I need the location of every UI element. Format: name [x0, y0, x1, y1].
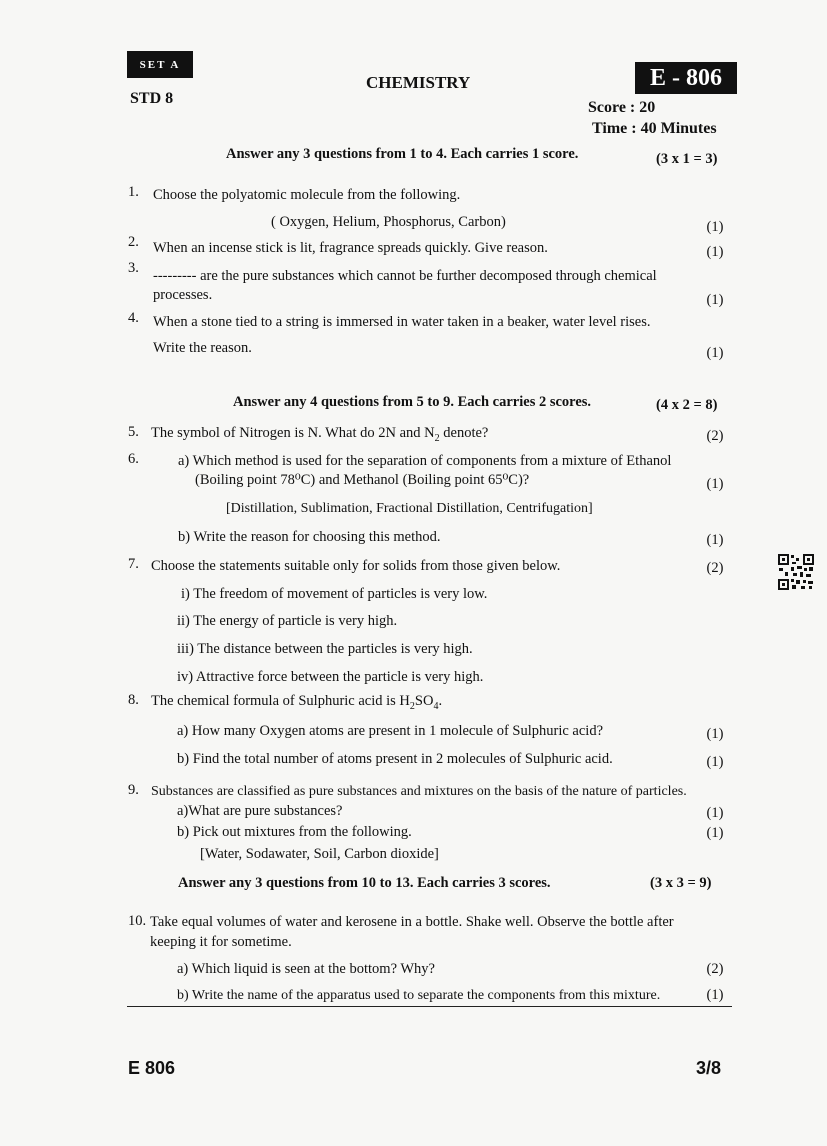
- q5-text-b: denote?: [439, 425, 489, 441]
- q4-line1: When a stone tied to a string is immersed in water taken in a beaker, water level rises.: [153, 314, 651, 330]
- q7-item: ii) The energy of particle is very high.: [177, 613, 398, 629]
- q9-b-marks: (1): [706, 825, 724, 841]
- q3-marks: (1): [706, 292, 724, 308]
- q4-marks: (1): [706, 345, 724, 361]
- q8-text-b: SO: [414, 693, 434, 709]
- section1-marks: (3 x 1 = 3): [656, 151, 718, 167]
- footer-code: E 806: [128, 1058, 176, 1078]
- std-label: STD 8: [130, 90, 174, 107]
- q7-item: iii) The distance between the particles is very high.: [177, 641, 473, 657]
- q9-b-line: b) Pick out mixtures from the following.: [177, 824, 412, 840]
- q6-a-marks: (1): [706, 476, 724, 492]
- paper-code-badge: E - 806: [635, 62, 737, 94]
- q7-text: Choose the statements suitable only for solids from those given below.: [151, 558, 561, 574]
- q9-a-marks: (1): [706, 805, 724, 821]
- q1-number: 1.: [128, 184, 139, 200]
- section2-marks: (4 x 2 = 8): [656, 397, 718, 413]
- subject-title: CHEMISTRY: [366, 73, 471, 92]
- q8-subscript-1: 2: [409, 700, 415, 712]
- q10-a-marks: (2): [706, 961, 724, 977]
- q9-number: 9.: [128, 782, 139, 798]
- q8-text: [151, 692, 442, 713]
- q10-b-marks: (1): [706, 987, 724, 1003]
- q5-text: [151, 424, 488, 445]
- q10-line2: keeping it for sometime.: [150, 934, 292, 950]
- q10-b-line: b) Write the name of the apparatus used to separate the components from this mixture.: [177, 988, 661, 1003]
- q6-b-marks: (1): [706, 532, 724, 548]
- q5-number: 5.: [128, 424, 139, 440]
- qr-code-icon: [777, 553, 815, 591]
- q10-number: 10.: [128, 913, 147, 929]
- q4-line2: Write the reason.: [153, 340, 252, 356]
- q6-number: 6.: [128, 451, 139, 467]
- q7-marks: (2): [706, 560, 724, 576]
- q3-line2: processes.: [153, 287, 213, 303]
- q3-number: 3.: [128, 260, 139, 276]
- q10-line1: Take equal volumes of water and kerosene in a bottle. Shake well. Observe the bottle after: [150, 914, 674, 930]
- q6-a-line1: a) Which method is used for the separation of components from a mixture of Ethanol: [178, 453, 672, 469]
- section1-instruction: Answer any 3 questions from 1 to 4. Each carries 1 score.: [226, 146, 579, 162]
- q6-options: [Distillation, Sublimation, Fractional Distillation, Centrifugation]: [226, 501, 593, 516]
- q1-text: Choose the polyatomic molecule from the following.: [153, 187, 461, 203]
- q2-text: When an incense stick is lit, fragrance spreads quickly. Give reason.: [153, 240, 548, 256]
- q7-item: iv) Attractive force between the particle is very high.: [177, 669, 484, 685]
- q3-line1: --------- are the pure substances which cannot be further decomposed through chemical: [153, 268, 657, 284]
- q8-a-line: a) How many Oxygen atoms are present in 1 molecule of Sulphuric acid?: [177, 723, 604, 739]
- section-divider: [127, 1006, 732, 1007]
- q8-b-marks: (1): [706, 754, 724, 770]
- q9-a-line: a)What are pure substances?: [177, 803, 343, 819]
- q5-marks: (2): [706, 428, 724, 444]
- score-label: Score : 20: [588, 99, 656, 116]
- time-label: Time : 40 Minutes: [592, 120, 717, 137]
- q8-text-c: .: [438, 693, 443, 709]
- set-badge: SET A: [127, 51, 193, 78]
- q8-b-line: b) Find the total number of atoms present in 2 molecules of Sulphuric acid.: [177, 751, 613, 767]
- q9-options: [Water, Sodawater, Soil, Carbon dioxide]: [200, 846, 439, 862]
- q8-subscript-2: 4: [433, 700, 439, 712]
- q8-a-marks: (1): [706, 726, 724, 742]
- q1-options: ( Oxygen, Helium, Phosphorus, Carbon): [271, 214, 506, 230]
- q6-b-line: b) Write the reason for choosing this method.: [178, 529, 441, 545]
- q1-marks: (1): [706, 219, 724, 235]
- q5-text-a: The symbol of Nitrogen is N. What do 2N and N: [151, 425, 435, 441]
- q4-number: 4.: [128, 310, 139, 326]
- section3-marks: (3 x 3 = 9): [650, 875, 712, 891]
- q7-number: 7.: [128, 556, 139, 572]
- q2-number: 2.: [128, 234, 139, 250]
- q8-number: 8.: [128, 692, 139, 708]
- footer-page-number: 3/8: [696, 1058, 722, 1078]
- q2-marks: (1): [706, 244, 724, 260]
- q6-a-line2: (Boiling point 78⁰C) and Methanol (Boiling point 65⁰C)?: [195, 472, 530, 488]
- q7-item: i) The freedom of movement of particles is very low.: [181, 586, 488, 602]
- q10-a-line: a) Which liquid is seen at the bottom? Why?: [177, 961, 435, 977]
- q8-text-a: The chemical formula of Sulphuric acid is H: [151, 693, 410, 709]
- q5-subscript: 2: [434, 432, 440, 444]
- section2-instruction: Answer any 4 questions from 5 to 9. Each carries 2 scores.: [233, 394, 592, 410]
- q9-text: Substances are classified as pure substances and mixtures on the basis of the nature of particles.: [151, 784, 687, 799]
- section3-instruction: Answer any 3 questions from 10 to 13. Each carries 3 scores.: [178, 875, 551, 891]
